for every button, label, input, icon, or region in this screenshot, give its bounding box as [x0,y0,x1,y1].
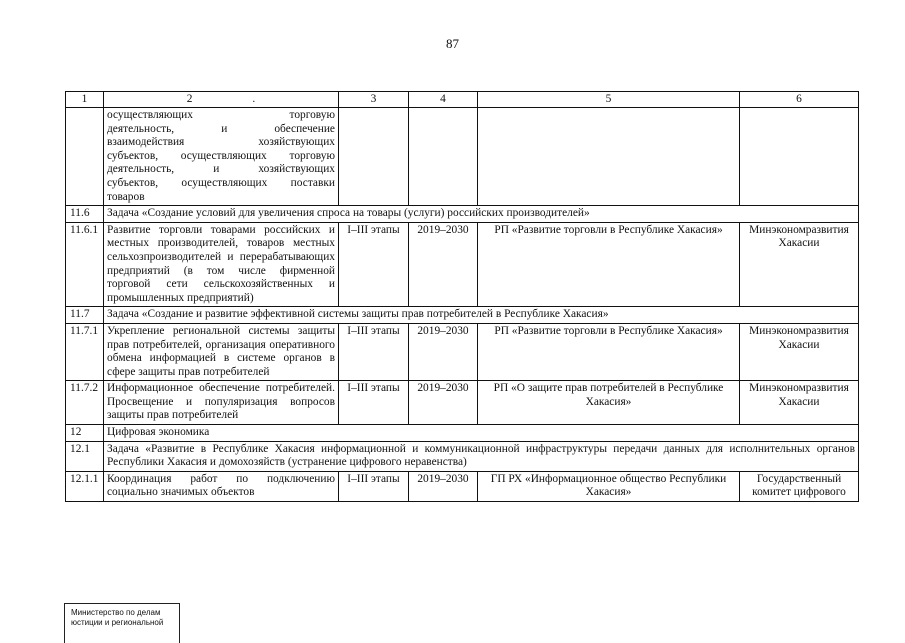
continuation-program [478,108,740,206]
header-col-1: 1 [66,92,104,108]
task-number: 11.6 [66,206,104,223]
task-number: 12 [66,425,104,442]
item-description: Развитие торговли товарами российских и местных производителей, товаров местных сельхозпроизводителей и перерабатывающих предприятий (в том числе фирменной торговой сети сельскохозяйственных и промышленных предприятий) [104,222,339,307]
item-row [66,381,859,425]
activities-table [65,91,859,502]
page-number: 87 [446,36,459,51]
item-years: 2019–2030 [409,381,478,425]
task-row [66,206,859,223]
item-years: 2019–2030 [409,323,478,380]
item-description: Координация работ по подключению социально значимых объектов [104,471,339,501]
task-row [66,441,859,471]
item-program: РП «О защите прав потребителей в Республике Хакасия» [478,381,740,425]
item-number: 12.1.1 [66,471,104,501]
continuation-stage [339,108,409,206]
item-stage: I–III этапы [339,323,409,380]
item-stage: I–III этапы [339,222,409,307]
item-number: 11.7.2 [66,381,104,425]
item-years: 2019–2030 [409,471,478,501]
continuation-line: деятельность, и хозяйствующих [107,163,335,176]
continuation-line: взаимодействия хозяйствующих [107,136,335,149]
continuation-num [66,108,104,206]
header-col-2-mark: . [252,93,256,105]
header-col-3: 3 [339,92,409,108]
stamp-line-2: юстиции и региональной [71,618,164,627]
item-description: Информационное обеспечение потребителей. Просвещение и популяризация вопросов защиты прав потребителей [104,381,339,425]
task-number: 11.7 [66,307,104,324]
task-title: Задача «Создание условий для увеличения спроса на товары (услуги) российских производителей» [104,206,859,223]
header-row [66,92,859,108]
task-row [66,307,859,324]
item-program: РП «Развитие торговли в Республике Хакасия» [478,222,740,307]
continuation-line: субъектов, осуществляющих поставки [107,176,335,189]
continuation-row [66,108,859,206]
item-row [66,222,859,307]
task-title: Цифровая экономика [104,425,859,442]
item-executor: Минэкономразвития Хакасии [740,381,859,425]
stamp-line-1: Министерство по делам [71,608,161,617]
continuation-years [409,108,478,206]
header-col-2-label: 2 [186,93,193,105]
item-row [66,323,859,380]
task-number: 12.1 [66,441,104,471]
continuation-line: осуществляющих торговую [107,109,335,121]
item-stage: I–III этапы [339,381,409,425]
item-years: 2019–2030 [409,222,478,307]
item-executor: Государственный комитет цифрового [740,471,859,501]
item-program: ГП РХ «Информационное общество Республики Хакасия» [478,471,740,501]
header-col-4: 4 [409,92,478,108]
continuation-line: субъектов, осуществляющих торговую [107,149,335,162]
item-number: 11.6.1 [66,222,104,307]
continuation-text [104,108,339,206]
task-row [66,425,859,442]
item-number: 11.7.1 [66,323,104,380]
header-col-2 [104,92,339,108]
header-col-5: 5 [478,92,740,108]
item-program: РП «Развитие торговли в Республике Хакасия» [478,323,740,380]
item-executor: Минэкономразвития Хакасии [740,222,859,307]
header-col-6: 6 [740,92,859,108]
continuation-line: товаров [107,190,145,203]
task-title: Задача «Создание и развитие эффективной системы защиты прав потребителей в Республике Хакасия» [104,307,859,324]
ministry-stamp [64,603,180,643]
item-description: Укрепление региональной системы защиты прав потребителей, организация оперативного обмена информацией в системе органов в сфере защиты прав потребителей [104,323,339,380]
item-executor: Минэкономразвития Хакасии [740,323,859,380]
task-title: Задача «Развитие в Республике Хакасия информационной и коммуникационной инфраструктуры передачи данных для исполнительных органов Республики Хакасия и домохозяйств (устранение цифрового неравенства) [104,441,859,471]
item-stage: I–III этапы [339,471,409,501]
continuation-line: деятельность, и обеспечение [107,122,335,135]
item-row [66,471,859,501]
continuation-executor [740,108,859,206]
